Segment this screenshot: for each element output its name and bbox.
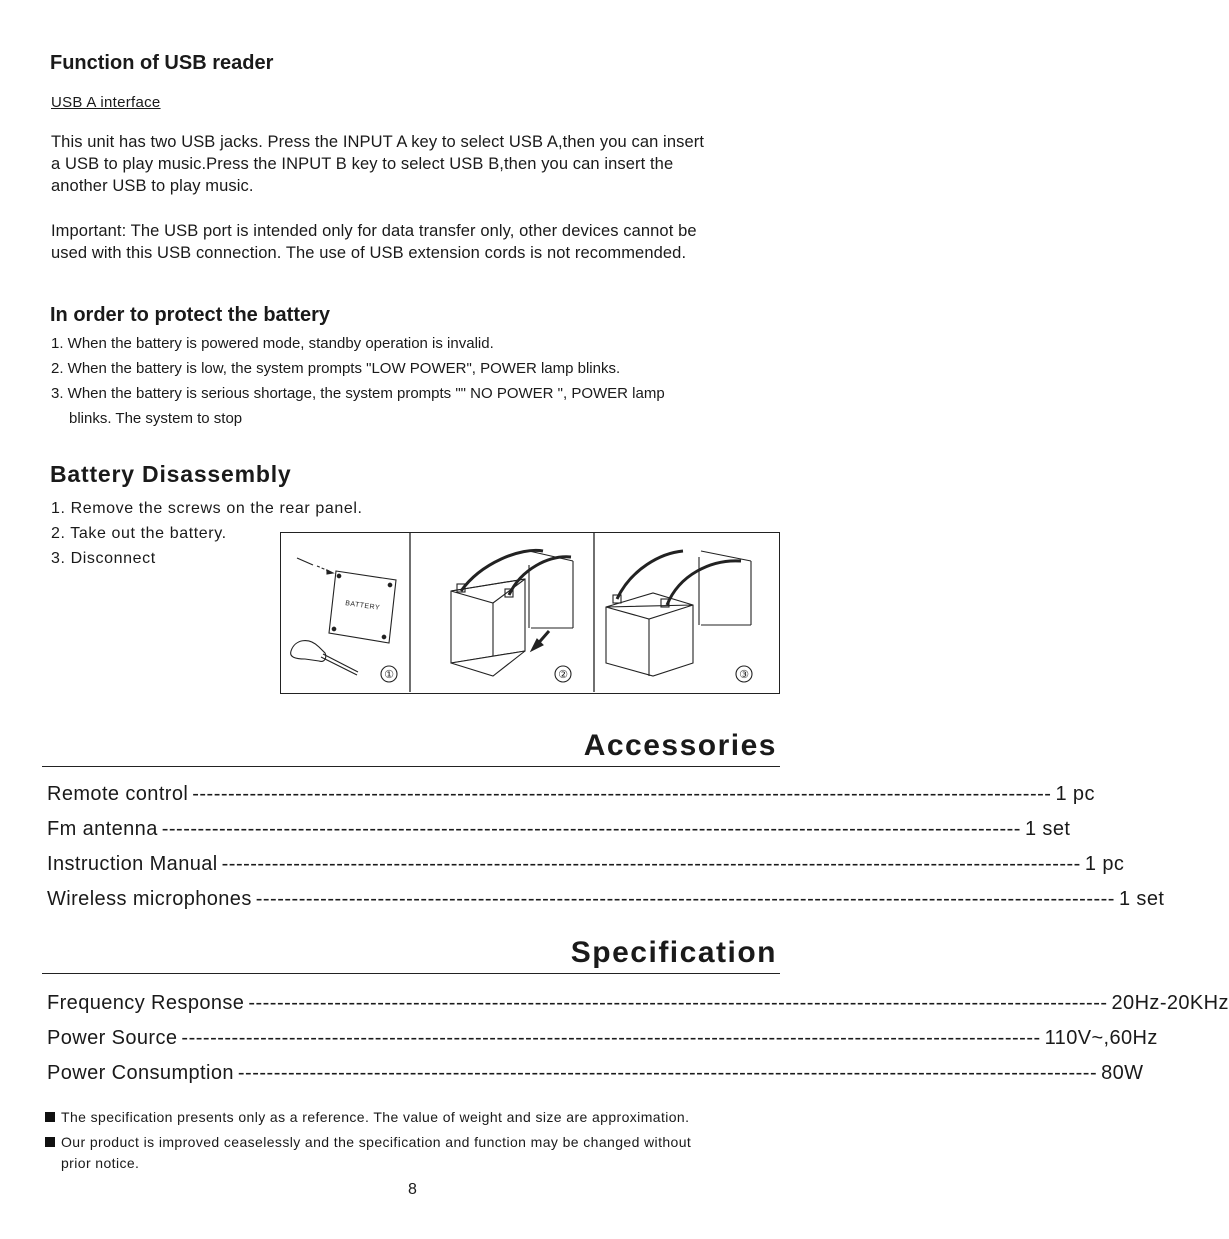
figure-number-2: ②	[558, 668, 568, 681]
disassembly-diagram	[281, 533, 778, 692]
accessory-name: Wireless microphones	[47, 888, 252, 910]
battery-panel-label: BATTERY	[344, 600, 381, 612]
usb-important-line: Important: The USB port is intended only for data transfer only, other devices cannot be	[51, 222, 697, 240]
accessories-title: Accessories	[583, 729, 777, 762]
spec-row	[47, 992, 1229, 1015]
spec-note	[45, 1107, 790, 1128]
figure-number-3: ③	[739, 668, 749, 681]
list-item: 2. When the battery is low, the system prompts "LOW POWER", POWER lamp blinks.	[51, 360, 621, 377]
accessory-name: Instruction Manual	[47, 853, 218, 875]
step-item: 3. Disconnect	[51, 550, 156, 567]
spec-note-continuation: prior notice.	[61, 1155, 140, 1171]
accessory-qty: 1 set	[1024, 818, 1071, 840]
accessory-row	[47, 783, 1095, 806]
page-number: 8	[408, 1181, 417, 1198]
accessory-name: Remote control	[47, 783, 189, 805]
spec-name: Power Consumption	[47, 1062, 234, 1084]
step-item: 1. Remove the screws on the rear panel.	[51, 500, 363, 517]
battery-protect-title: In order to protect the battery	[50, 304, 331, 326]
spec-name: Frequency Response	[47, 992, 245, 1014]
accessory-qty: 1 pc	[1055, 783, 1095, 805]
dot-leader: ------------------------------------------------------------------------------------------------------------------------	[221, 853, 1081, 875]
list-item: 1. When the battery is powered mode, standby operation is invalid.	[51, 335, 494, 352]
usb-section-title: Function of USB reader	[50, 52, 274, 74]
list-item-continuation: blinks. The system to stop	[69, 410, 243, 427]
usb-paragraph-line: a USB to play music.Press the INPUT B key to select USB B,then you can insert the	[51, 155, 674, 173]
bullet-square-icon	[45, 1137, 55, 1147]
accessory-qty: 1 set	[1118, 888, 1165, 910]
accessory-row	[47, 818, 1071, 841]
accessory-row	[47, 888, 1165, 911]
disassembly-illustration	[280, 532, 780, 694]
specification-rule	[42, 973, 780, 974]
step-item: 2. Take out the battery.	[51, 525, 227, 542]
usb-subtitle: USB A interface	[51, 94, 161, 111]
panel-2-take-out-battery	[451, 550, 573, 682]
dot-leader: ------------------------------------------------------------------------------------------------------------------------	[237, 1062, 1098, 1084]
figure-number-1: ①	[384, 668, 394, 681]
accessories-rule	[42, 766, 780, 767]
spec-name: Power Source	[47, 1027, 178, 1049]
panel-1-remove-screws	[291, 558, 397, 682]
accessory-row	[47, 853, 1125, 876]
spec-note-text: Our product is improved ceaselessly and the specification and function may be changed without	[61, 1134, 692, 1150]
usb-important-line: used with this USB connection. The use of USB extension cords is not recommended.	[51, 244, 687, 262]
battery-protect-list	[51, 331, 791, 431]
bullet-square-icon	[45, 1112, 55, 1122]
battery-disassembly-title: Battery Disassembly	[50, 461, 292, 487]
usb-paragraph-line: another USB to play music.	[51, 177, 254, 195]
specification-title: Specification	[570, 936, 777, 969]
spec-note	[45, 1132, 790, 1174]
dot-leader: ------------------------------------------------------------------------------------------------------------------------	[255, 888, 1115, 910]
panel-3-disconnect	[606, 551, 752, 682]
accessory-name: Fm antenna	[47, 818, 158, 840]
dot-leader: ------------------------------------------------------------------------------------------------------------------------	[161, 818, 1021, 840]
dot-leader: ------------------------------------------------------------------------------------------------------------------------	[248, 992, 1108, 1014]
screw-icon	[297, 558, 313, 565]
usb-paragraph	[51, 131, 791, 197]
usb-important-note	[51, 220, 791, 264]
spec-row	[47, 1027, 1158, 1050]
dot-leader: ------------------------------------------------------------------------------------------------------------------------	[192, 783, 1052, 805]
spec-value: 20Hz-20KHz	[1111, 992, 1229, 1014]
dot-leader: ------------------------------------------------------------------------------------------------------------------------	[181, 1027, 1041, 1049]
spec-value: 110V~,60Hz	[1044, 1027, 1158, 1049]
spec-value: 80W	[1101, 1062, 1144, 1084]
spec-note-text: The specification presents only as a reference. The value of weight and size are approximation.	[61, 1109, 690, 1125]
screwdriver-icon	[291, 641, 326, 662]
list-item: 3. When the battery is serious shortage, the system prompts "" NO POWER ", POWER lamp	[51, 385, 665, 402]
spec-row	[47, 1062, 1144, 1085]
accessory-qty: 1 pc	[1084, 853, 1125, 875]
usb-paragraph-line: This unit has two USB jacks. Press the INPUT A key to select USB A,then you can insert	[51, 133, 705, 151]
